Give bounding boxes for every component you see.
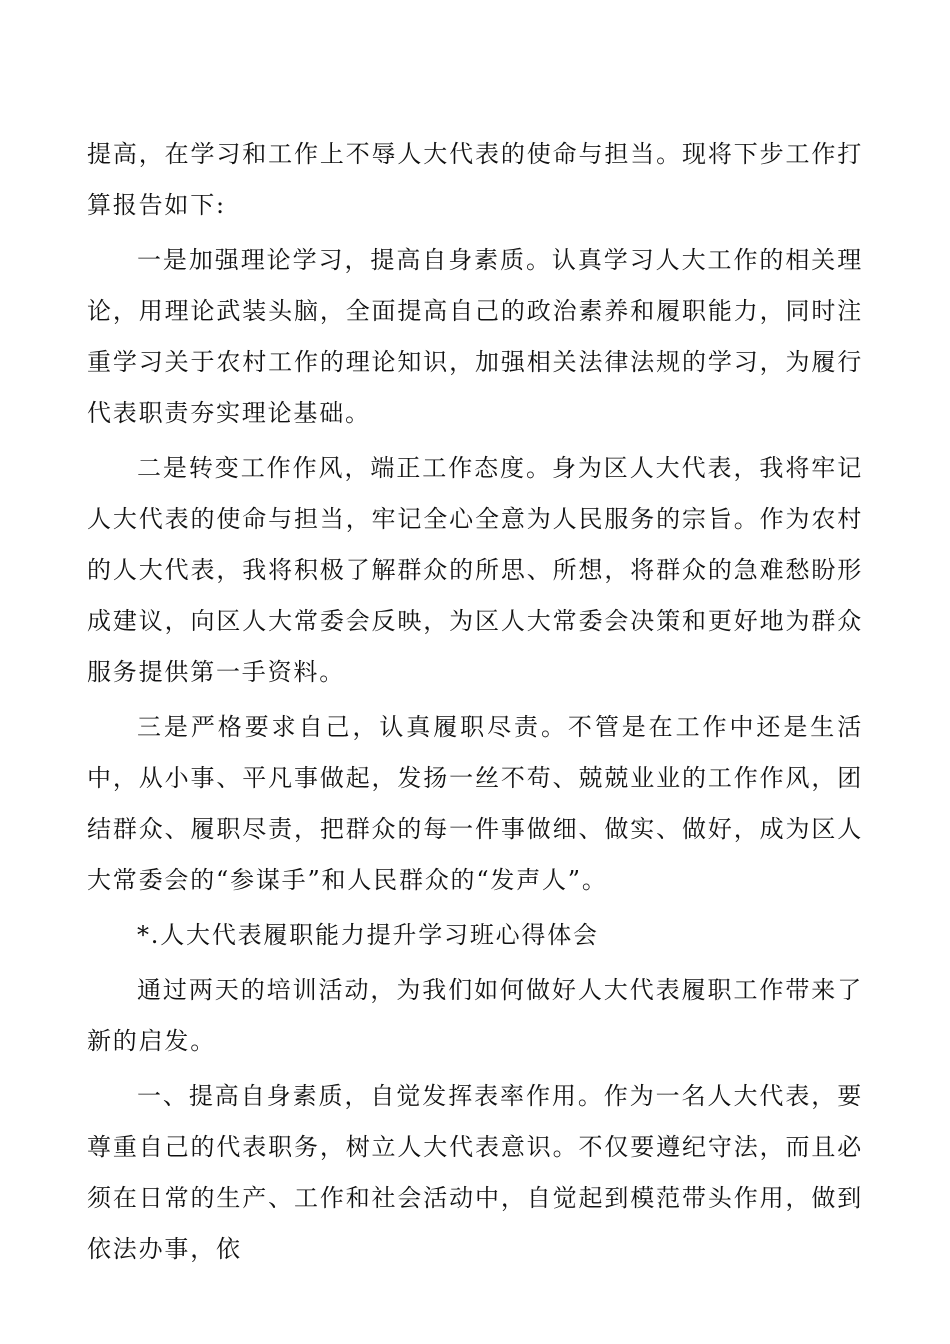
paragraph-2: 一是加强理论学习，提高自身素质。认真学习人大工作的相关理论，用理论武装头脑，全面提高自己的政治素养和履职能力，同时注重学习关于农村工作的理论知识，加强相关法律法规的学习，为履行代表职责夯实理论基础。 bbox=[87, 246, 863, 427]
paragraph-5: 通过两天的培训活动，为我们如何做好人大代表履职工作带来了新的启发。 bbox=[87, 976, 863, 1055]
document-body bbox=[87, 129, 863, 1279]
paragraph-4: 三是严格要求自己，认真履职尽责。不管是在工作中还是生活中，从小事、平凡事做起，发扬一丝不苟、兢兢业业的工作作风，团结群众、履职尽责，把群众的每一件事做细、做实、做好，成为区人大常委会的“参谋手”和人民群众的“发声人”。 bbox=[87, 713, 863, 894]
paragraph-3: 二是转变工作作风，端正工作态度。身为区人大代表，我将牢记人大代表的使命与担当，牢记全心全意为人民服务的宗旨。作为农村的人大代表，我将积极了解群众的所思、所想，将群众的急难愁盼形成建议，向区人大常委会反映，为区人大常委会决策和更好地为群众服务提供第一手资料。 bbox=[87, 454, 863, 686]
paragraph-6: 一、提高自身素质，自觉发挥表率作用。作为一名人大代表，要尊重自己的代表职务，树立人大代表意识。不仅要遵纪守法，而且必须在日常的生产、工作和社会活动中，自觉起到模范带头作用，做到依法办事，依 bbox=[87, 1082, 863, 1263]
section-heading: *.人大代表履职能力提升学习班心得体会 bbox=[137, 921, 599, 949]
paragraph-1: 提高，在学习和工作上不辱人大代表的使命与担当。现将下步工作打算报告如下: bbox=[87, 140, 863, 219]
